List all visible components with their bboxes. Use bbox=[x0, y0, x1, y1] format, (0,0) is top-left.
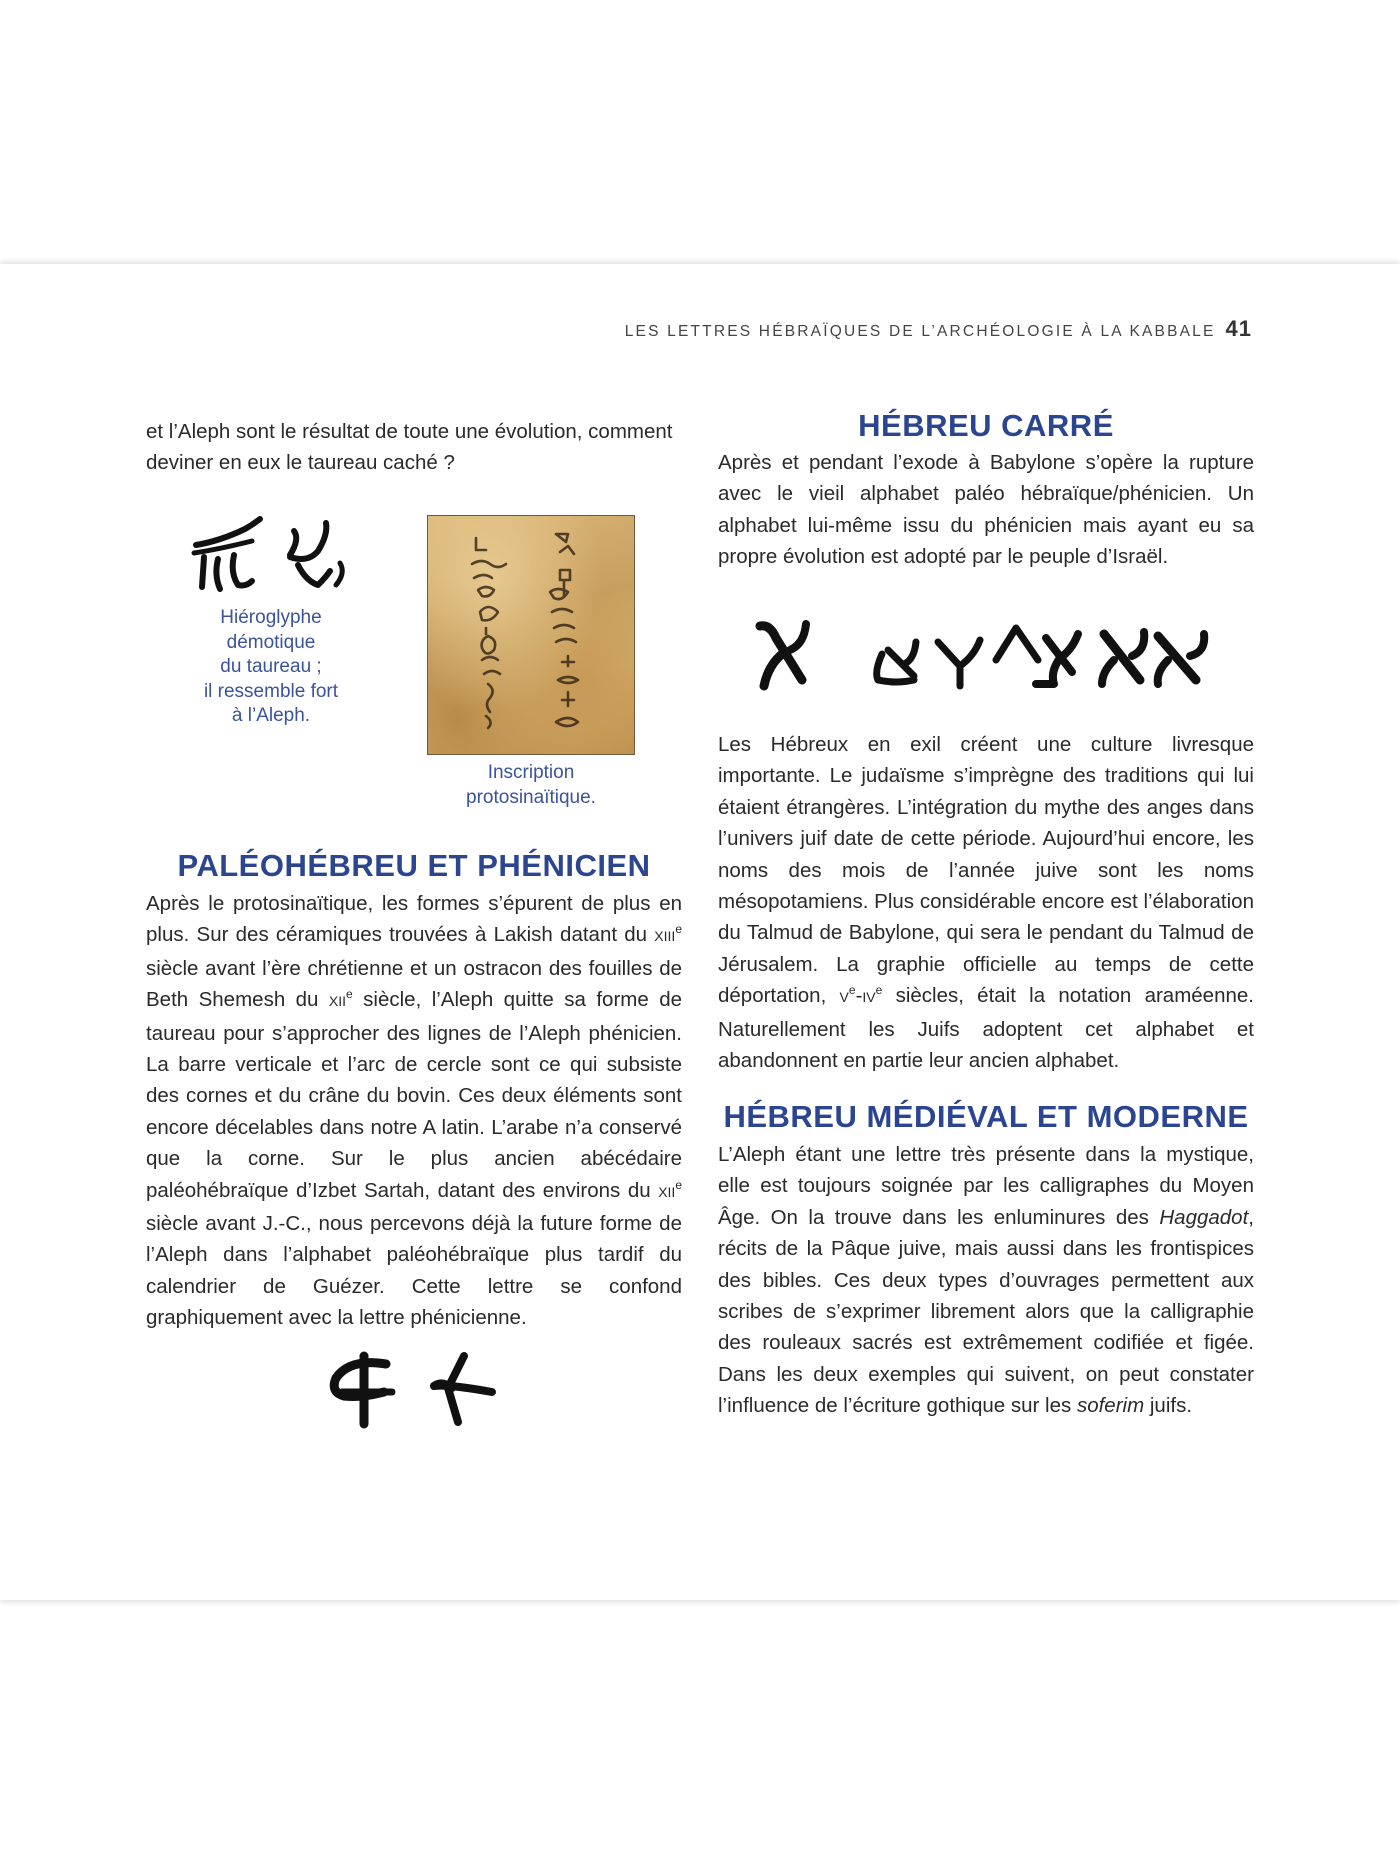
page-number: 41 bbox=[1225, 316, 1252, 341]
text-run: L’Aleph étant une lettre très présente dans la mystique, elle est toujours soignée par les calligraphes du Moyen Âge. On la trouve dans les enluminures des bbox=[718, 1143, 1254, 1229]
caption-inscription bbox=[425, 761, 637, 810]
section-title-square-hebrew: HÉBREU CARRÉ bbox=[858, 408, 1114, 443]
protosinaitic-inscription-photo bbox=[427, 515, 635, 755]
ordinal-superscript: e bbox=[346, 987, 353, 1002]
text-run: siècle avant l’ère chrétienne et un ostracon des fouilles de Beth Shemesh du bbox=[146, 956, 682, 1012]
running-head-title: LES LETTRES HÉBRAÏQUES DE L’ARCHÉOLOGIE À LA KABBALE bbox=[624, 323, 1216, 340]
aleph-evolution-glyphs-icon bbox=[754, 614, 1216, 694]
medieval-paragraph bbox=[718, 1139, 1254, 1422]
text-run: Les Hébreux en exil créent une culture livresque importante. Le judaïsme s’imprègne des traditions qui lui étaient étrangères. L’intégration du mythe des anges dans l’univers juif date de cette période. Aujourd’hui encore, les noms des mois de l’année juive sont les noms mésopotamiens. Plus considérable encore est l’élaboration du Talmud de Babylone, qui sera le pendant du Talmud de Jérusalem. La graphie officielle au temps de cette déportation, bbox=[718, 733, 1254, 1008]
section-title-paleohebrew: PALÉOHÉBREU ET PHÉNICIEN bbox=[177, 848, 651, 883]
caption-line: du taureau ; bbox=[220, 656, 322, 677]
text-run: , récits de la Pâque juive, mais aussi dans les frontispices des bibles. Ces deux types d’ouvrages permettent aux scribes de s’exprimer librement alors que la calligraphie des rouleaux sacrés est extrêmement codifiée et figée. Dans les deux exemples qui suivent, on peut constater l’influence de l’écriture gothique sur les bbox=[718, 1205, 1254, 1418]
square-hebrew-paragraph: Après et pendant l’exode à Babylone s’opère la rupture avec le vieil alphabet paléo hébraïque/phénicien. Un alphabet lui-même issu du phénicien mais ayant eu sa propre évolution est adopté par le peuple d’Israël. bbox=[718, 451, 1254, 569]
caption-line: Inscription bbox=[487, 762, 575, 783]
caption-line: protosinaïtique. bbox=[466, 786, 596, 808]
ordinal-superscript: e bbox=[875, 983, 883, 998]
roman-numeral: IV bbox=[862, 989, 876, 1006]
running-head bbox=[625, 316, 1252, 342]
ordinal-superscript: e bbox=[848, 983, 856, 998]
section-title-medieval-hebrew: HÉBREU MÉDIÉVAL ET MODERNE bbox=[723, 1099, 1249, 1134]
ordinal-superscript: e bbox=[675, 1177, 682, 1192]
caption-line: démotique bbox=[226, 631, 316, 653]
inscription-marks-icon bbox=[428, 516, 634, 754]
exile-paragraph bbox=[718, 729, 1254, 1076]
text-run: Après le protosinaïtique, les formes s’épurent de plus en plus. Sur des céramiques trouvées à Lakish datant du bbox=[146, 892, 682, 947]
caption-line: à l’Aleph. bbox=[231, 705, 311, 726]
roman-numeral: XII bbox=[328, 993, 347, 1010]
text-run: - bbox=[855, 984, 863, 1008]
roman-numeral: XII bbox=[658, 1183, 676, 1200]
text-run: juifs. bbox=[1144, 1394, 1193, 1418]
italic-term-haggadot: Haggadot bbox=[1159, 1205, 1249, 1229]
intro-paragraph: et l’Aleph sont le résultat de toute une évolution, comment deviner en eux le taureau caché ? bbox=[146, 420, 673, 475]
caption-line: il ressemble fort bbox=[203, 680, 339, 702]
caption-demotic bbox=[166, 606, 376, 729]
text-run: siècle avant J.-C., nous percevons déjà la future forme de l’Aleph dans l’alphabet paléohébraïque plus tardif du calendrier de Guézer. Cette lettre se confond graphiquement avec la lettre phénicienne. bbox=[146, 1212, 682, 1330]
text-run: siècles, était la notation araméenne. Naturellement les Juifs adoptent cet alphabet et abandonnent en partie leur ancien alphabet. bbox=[718, 984, 1254, 1073]
demotic-bull-glyphs-icon bbox=[190, 515, 360, 595]
phoenician-aleph-glyphs-icon bbox=[322, 1348, 502, 1430]
ordinal-superscript: e bbox=[675, 922, 682, 937]
paleohebrew-paragraph bbox=[146, 888, 682, 1334]
roman-numeral: XIII bbox=[654, 928, 676, 945]
roman-numeral: V bbox=[839, 989, 849, 1006]
text-run: siècle, l’Aleph quitte sa forme de taureau pour s’approcher des lignes de l’Aleph phénicien. La barre verticale et l’arc de cercle sont ce qui subsiste des cornes et du crâne du bovin. Ces deux éléments sont encore décelables dans notre A latin. L’arabe n’a conservé que la corne. Sur le plus ancien abécédaire paléohébraïque d’Izbet Sartah, datant des environs du bbox=[146, 988, 683, 1202]
italic-term-soferim: soferim bbox=[1076, 1394, 1145, 1418]
caption-line: Hiéroglyphe bbox=[220, 607, 322, 628]
